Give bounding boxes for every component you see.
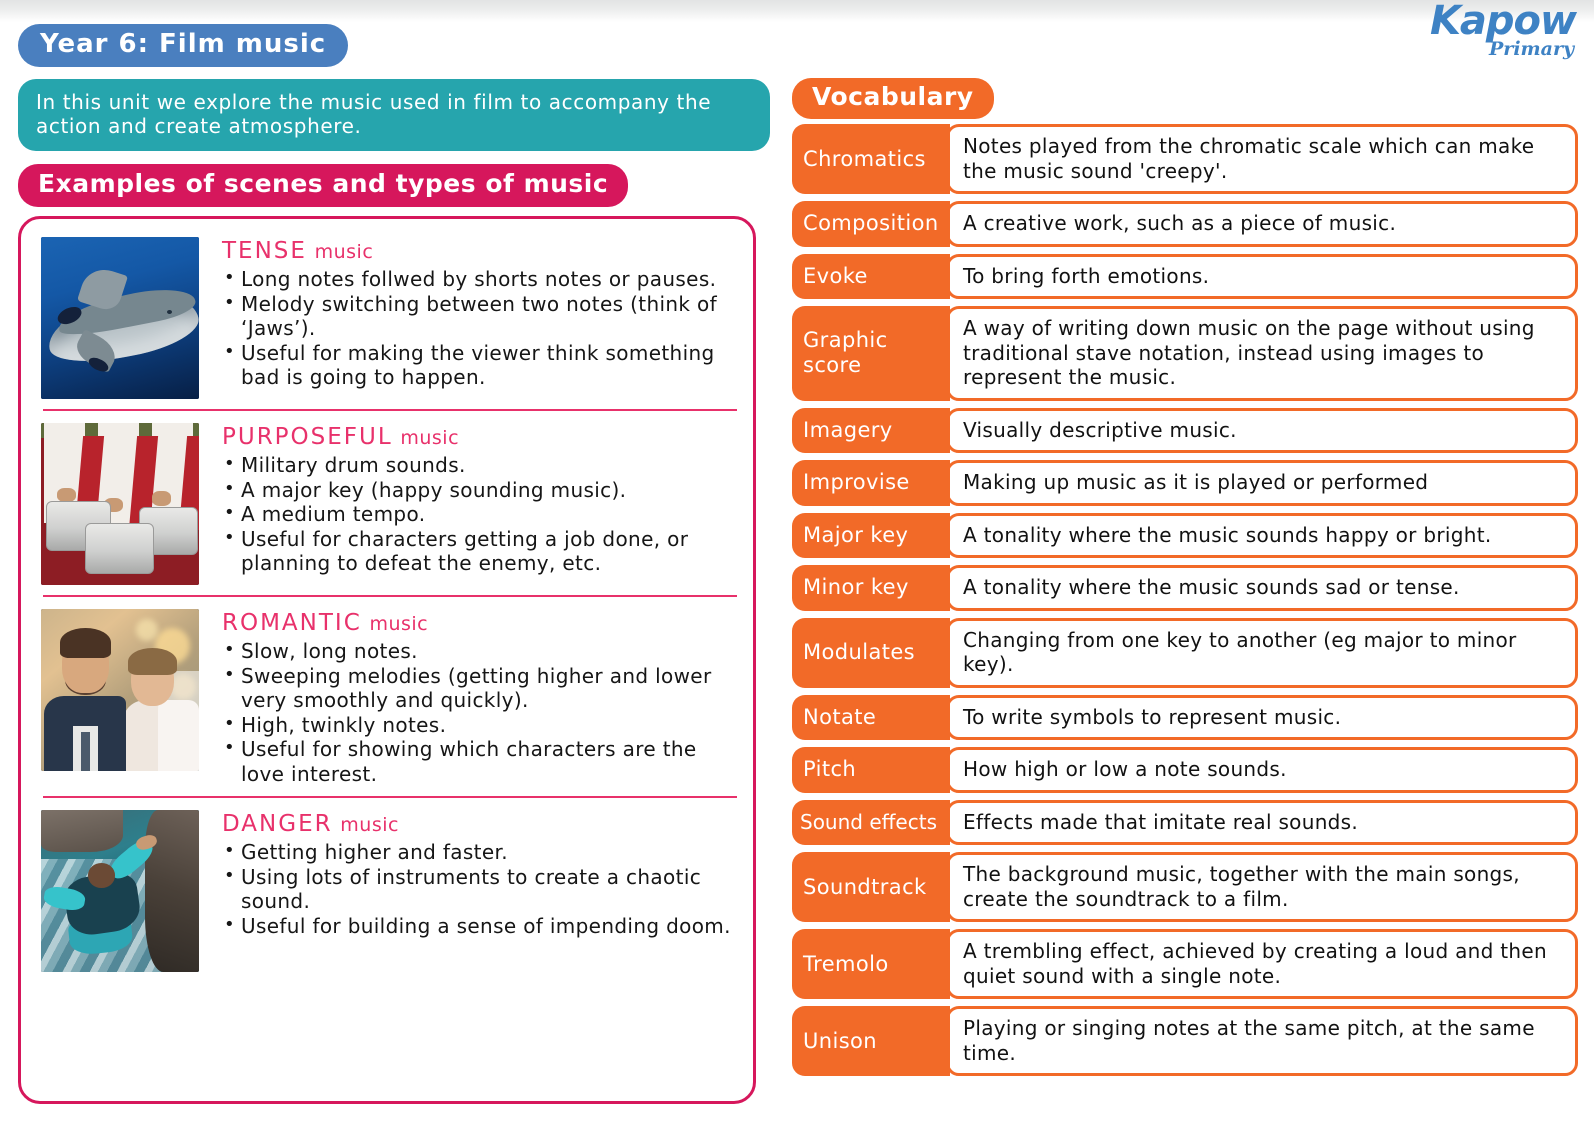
example-body: [199, 810, 739, 972]
bullet-item: • Useful for building a sense of impending doom.: [222, 914, 739, 939]
bullet-item: • Sweeping melodies (getting higher and lower very smoothly and quickly).: [222, 664, 739, 713]
bullet-item: • Slow, long notes.: [222, 639, 739, 664]
unit-intro-text: In this unit we explore the music used in film to accompany the action and create atmosphere.: [18, 79, 770, 151]
vocabulary-term: Graphic score: [792, 306, 950, 401]
example-image-climber: [41, 810, 199, 972]
vocabulary-definition: Effects made that imitate real sounds.: [946, 800, 1578, 846]
example-divider: [43, 796, 737, 798]
vocabulary-row: [792, 929, 1578, 999]
vocabulary-row: [792, 513, 1578, 559]
vocabulary-row: [792, 1006, 1578, 1076]
vocabulary-row: [792, 800, 1578, 846]
example-bullet-list: [222, 639, 739, 786]
vocabulary-row: [792, 460, 1578, 506]
vocabulary-definition: A tonality where the music sounds sad or tense.: [946, 565, 1578, 611]
bullet-item: • A medium tempo.: [222, 502, 739, 527]
vocabulary-row: [792, 747, 1578, 793]
logo-sub-text: Primary: [1489, 38, 1574, 60]
example-heading: [222, 425, 739, 450]
vocabulary-row: [792, 124, 1578, 194]
example-heading-type: TENSE: [222, 238, 307, 264]
example-bullet-list: [222, 840, 739, 938]
examples-section-heading: Examples of scenes and types of music: [18, 164, 628, 207]
example-item: [21, 415, 753, 585]
example-image-drummers: [41, 423, 199, 585]
vocabulary-term: Composition: [792, 201, 950, 247]
vocabulary-term: Major key: [792, 513, 950, 559]
vocabulary-row: [792, 408, 1578, 454]
vocabulary-definition: Playing or singing notes at the same pitch, at the same time.: [946, 1006, 1578, 1076]
bullet-item: • Melody switching between two notes (think of ‘Jaws’).: [222, 292, 739, 341]
example-body: [199, 237, 739, 399]
vocabulary-row: [792, 254, 1578, 300]
vocabulary-row: [792, 565, 1578, 611]
vocabulary-row: [792, 852, 1578, 922]
vocabulary-term: Soundtrack: [792, 852, 950, 922]
kapow-primary-logo: [1400, 2, 1580, 68]
bullet-item: • High, twinkly notes.: [222, 713, 739, 738]
example-divider: [43, 595, 737, 597]
vocabulary-heading: Vocabulary: [792, 78, 994, 119]
example-heading-type: DANGER: [222, 811, 333, 837]
example-bullet-list: [222, 453, 739, 576]
vocabulary-definition: The background music, together with the main songs, create the soundtrack to a film.: [946, 852, 1578, 922]
example-item: [21, 229, 753, 399]
vocabulary-definition: To write symbols to represent music.: [946, 695, 1578, 741]
vocabulary-definition: Making up music as it is played or performed: [946, 460, 1578, 506]
vocabulary-column: [792, 78, 1578, 1083]
example-heading-suffix: music: [400, 427, 460, 449]
example-image-wedding-couple: [41, 609, 199, 771]
bullet-item: • Military drum sounds.: [222, 453, 739, 478]
vocabulary-definition: How high or low a note sounds.: [946, 747, 1578, 793]
example-heading-suffix: music: [314, 241, 374, 263]
example-heading-type: ROMANTIC: [222, 610, 362, 636]
vocabulary-definition: A tonality where the music sounds happy or bright.: [946, 513, 1578, 559]
vocabulary-row: [792, 695, 1578, 741]
example-body: [199, 423, 739, 585]
vocabulary-definition: A way of writing down music on the page without using traditional stave notation, instead using images to represent the music.: [946, 306, 1578, 401]
page-title: Year 6: Film music: [18, 24, 348, 67]
example-divider: [43, 409, 737, 411]
vocabulary-row: [792, 201, 1578, 247]
example-bullet-list: [222, 267, 739, 390]
vocabulary-definition: A creative work, such as a piece of music.: [946, 201, 1578, 247]
left-column: [18, 24, 770, 1104]
vocabulary-term: Minor key: [792, 565, 950, 611]
example-item: [21, 601, 753, 786]
example-heading: [222, 611, 739, 636]
vocabulary-term: Unison: [792, 1006, 950, 1076]
example-heading-suffix: music: [369, 613, 429, 635]
vocabulary-definition: Visually descriptive music.: [946, 408, 1578, 454]
vocabulary-row: [792, 306, 1578, 401]
bullet-item: • A major key (happy sounding music).: [222, 478, 739, 503]
example-body: [199, 609, 739, 786]
examples-container: [18, 216, 756, 1104]
bullet-item: • Using lots of instruments to create a chaotic sound.: [222, 865, 739, 914]
example-item: [21, 802, 753, 972]
example-heading-type: PURPOSEFUL: [222, 424, 393, 450]
example-heading-suffix: music: [340, 814, 399, 836]
bullet-item: • Long notes follwed by shorts notes or pauses.: [222, 267, 739, 292]
vocabulary-definition: To bring forth emotions.: [946, 254, 1578, 300]
top-gradient-strip: [0, 0, 1594, 22]
vocabulary-term: Improvise: [792, 460, 950, 506]
vocabulary-definition: Changing from one key to another (eg major to minor key).: [946, 618, 1578, 688]
vocabulary-definition: Notes played from the chromatic scale which can make the music sound 'creepy'.: [946, 124, 1578, 194]
vocabulary-row: [792, 618, 1578, 688]
bullet-item: • Useful for characters getting a job done, or planning to defeat the enemy, etc.: [222, 527, 739, 576]
logo-brand-text: Kapow: [1429, 0, 1576, 44]
vocabulary-term: Imagery: [792, 408, 950, 454]
example-heading: [222, 812, 739, 837]
example-heading: [222, 239, 739, 264]
vocabulary-term: Notate: [792, 695, 950, 741]
bullet-item: • Useful for making the viewer think something bad is going to happen.: [222, 341, 739, 390]
vocabulary-term: Modulates: [792, 618, 950, 688]
bullet-item: • Getting higher and faster.: [222, 840, 739, 865]
vocabulary-term: Tremolo: [792, 929, 950, 999]
example-image-shark: [41, 237, 199, 399]
vocabulary-term: Evoke: [792, 254, 950, 300]
bullet-item: • Useful for showing which characters are the love interest.: [222, 737, 739, 786]
vocabulary-term: Chromatics: [792, 124, 950, 194]
vocabulary-definition: A trembling effect, achieved by creating a loud and then quiet sound with a single note.: [946, 929, 1578, 999]
vocabulary-term: Pitch: [792, 747, 950, 793]
vocabulary-term: Sound effects: [792, 800, 950, 846]
